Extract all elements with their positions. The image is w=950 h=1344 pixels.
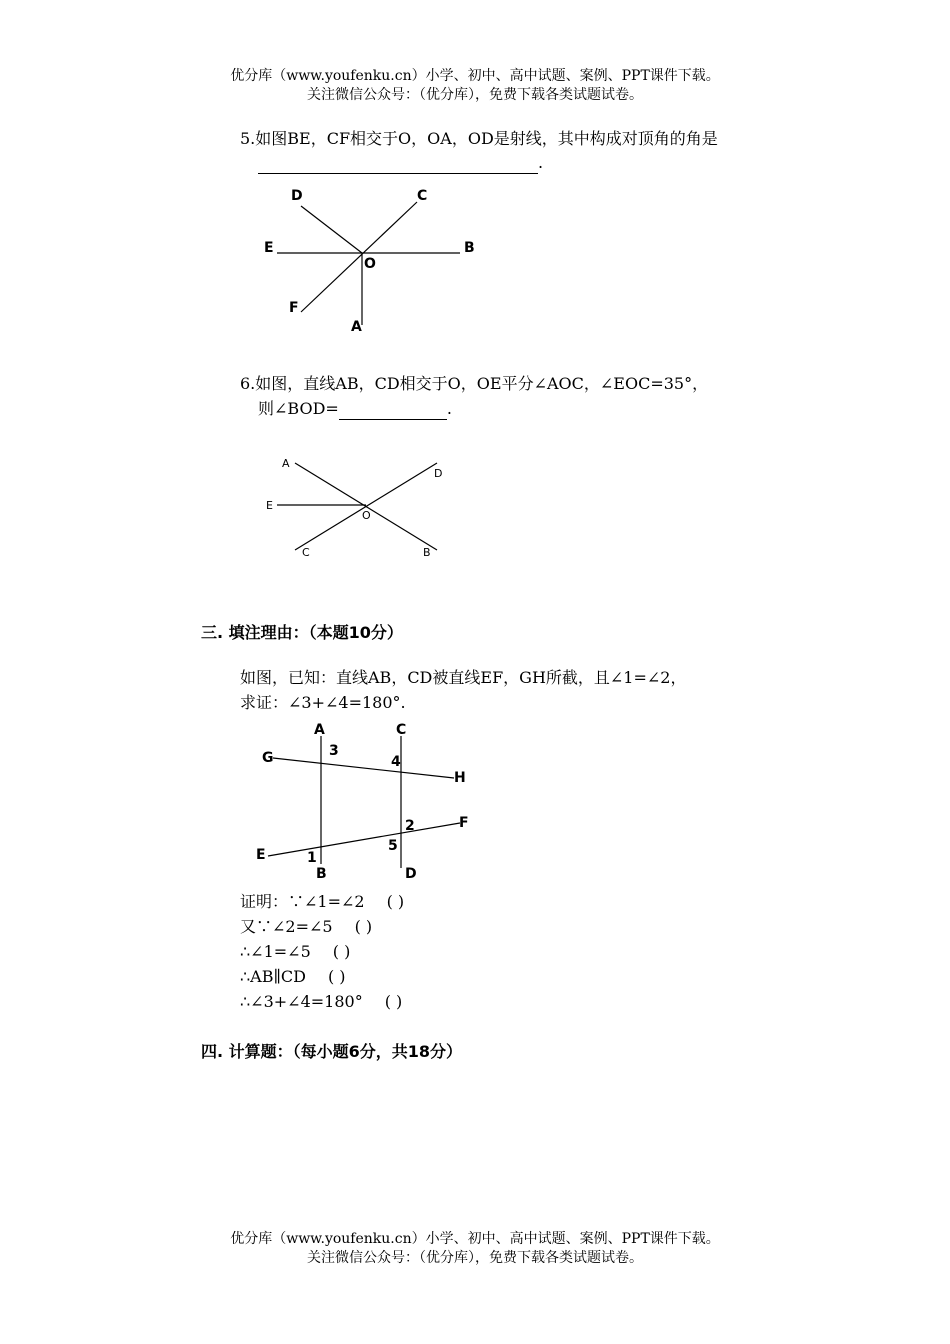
fig3-label-D: D [405,866,417,882]
q6-label-B: B [423,546,431,559]
fig3-line-EF [268,823,460,856]
proof-step-1: 证明：∵∠1=∠2 ( ) [240,892,405,911]
q5-text: 5.如图BE，CF相交于O，OA，OD是射线，其中构成对顶角的角是 [240,129,718,148]
q6-text: 6.如图，直线AB，CD相交于O，OE平分∠AOC，∠EOC=35°， [240,374,709,393]
proof-step-4: ∴AB∥CD ( ) [240,967,346,986]
q6-figure [260,450,460,565]
fig3-angle-2: 2 [405,818,415,834]
section3-figure [250,716,480,886]
q5-label-C: C [417,188,428,204]
fig3-angle-4: 4 [391,754,401,770]
header-line-1: 优分库（www.youfenku.cn）小学、初中、高中试题、案例、PPT课件下载。 [230,68,720,84]
section3-prove: 求证：∠3+∠4=180°. [240,693,406,712]
q5-label-E: E [264,240,274,256]
q5-label-F: F [289,300,299,316]
proof-step-3: ∴∠1=∠5 ( ) [240,942,351,961]
header-line-2: 关注微信公众号：（优分库），免费下载各类试题试卷。 [307,87,643,103]
proof-block [240,889,404,1014]
q6-period: . [446,399,452,418]
proof-step-2: 又∵∠2=∠5 ( ) [240,917,373,936]
q5-line-CF [301,202,417,312]
footer-line-2: 关注微信公众号：（优分库），免费下载各类试题试卷。 [307,1250,643,1266]
fig3-angle-1: 1 [307,850,317,866]
q6-answer-line [258,398,452,420]
section3-given: 如图，已知：直线AB，CD被直线EF，GH所截，且∠1=∠2， [240,668,687,687]
fig3-line-GH [273,758,454,778]
proof-step-5: ∴∠3+∠4=180° ( ) [240,992,403,1011]
fig3-label-F: F [459,815,469,831]
fig3-label-A: A [314,722,325,738]
q5-answer-line [258,152,543,174]
fig3-label-G: G [262,750,274,766]
fig3-label-B: B [316,866,327,882]
fig3-label-E: E [256,847,266,863]
fig3-label-H: H [454,770,466,786]
q5-period: . [538,153,544,172]
q5-label-D: D [291,188,303,204]
q5-label-O: O [364,256,376,272]
section3-title: 三. 填注理由：（本题10分） [201,623,403,642]
q5-label-A: A [351,319,362,335]
q6-label-O: O [362,509,371,522]
fig3-label-C: C [396,722,407,738]
q5-label-B: B [464,240,475,256]
fig3-angle-5: 5 [388,838,398,854]
section4-title: 四. 计算题：（每小题6分，共18分） [201,1042,463,1061]
q6-prefix: 则∠BOD= [258,399,339,418]
q5-ray-OD [301,206,362,253]
q6-label-D: D [434,467,443,480]
q5-figure [255,180,495,340]
q6-label-A: A [282,457,290,470]
fig3-angle-3: 3 [329,743,339,759]
q5-answer-blank [258,157,538,174]
q6-label-C: C [302,546,310,559]
q6-answer-blank [339,403,447,420]
footer-line-1: 优分库（www.youfenku.cn）小学、初中、高中试题、案例、PPT课件下载。 [230,1231,720,1247]
q6-label-E: E [266,499,273,512]
